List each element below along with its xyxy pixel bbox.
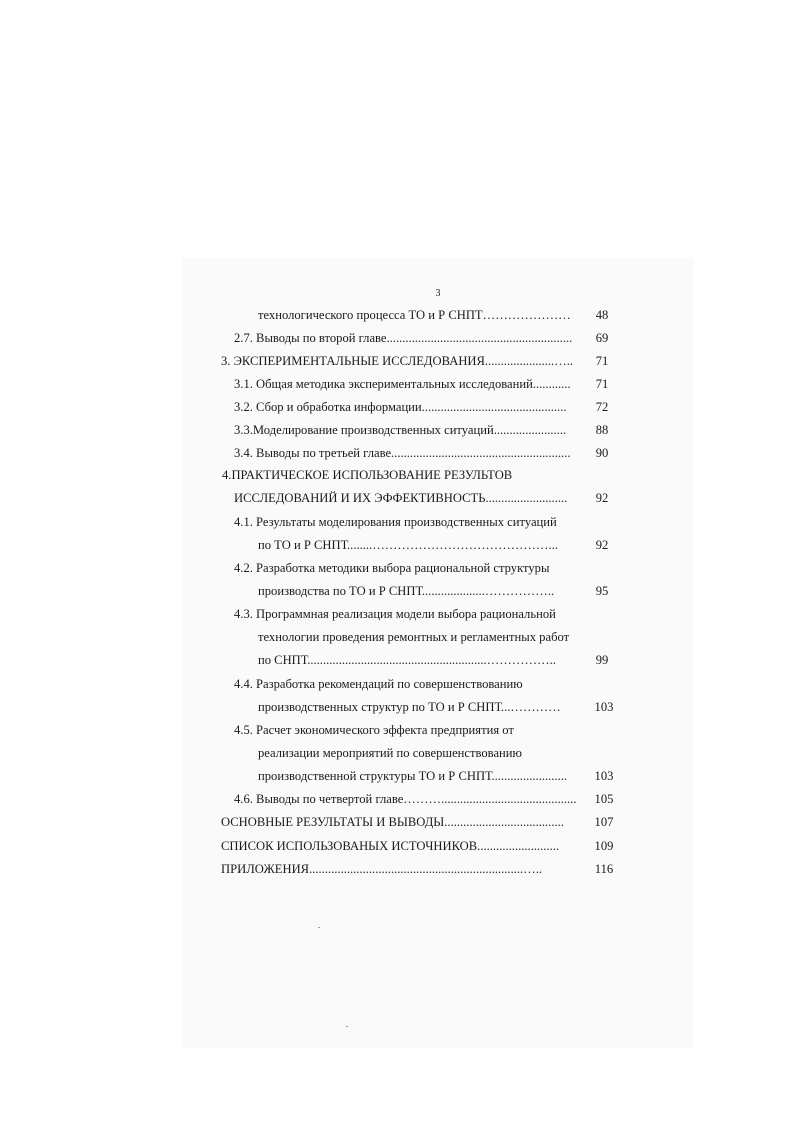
toc-entry: производственной структуры ТО и Р СНПТ........................ (258, 769, 568, 783)
toc-entry: производства по ТО и Р СНПТ....................…………….. (258, 584, 555, 598)
scan-speck (346, 1026, 348, 1027)
toc-entry: 4.4. Разработка рекомендаций по совершенствованию (234, 677, 523, 691)
toc-page-number: 72 (595, 400, 609, 414)
toc-entry: по ТО и Р СНПТ........……………………………………... (258, 538, 558, 552)
toc-entry: 4.3. Программная реализация модели выбора рациональной (234, 607, 556, 621)
toc-entry: 2.7. Выводы по второй главе........................................................... (234, 331, 573, 345)
toc-entry: 3.2. Сбор и обработка информации.............................................. (234, 400, 567, 414)
toc-entry: 4.ПРАКТИЧЕСКОЕ ИСПОЛЬЗОВАНИЕ РЕЗУЛЬТОВ (222, 468, 513, 482)
toc-page-number: 103 (594, 700, 614, 714)
toc-entry: 4.1. Результаты моделирования производственных ситуаций (234, 515, 557, 529)
toc-entry: СПИСОК ИСПОЛЬЗОВАНЫХ ИСТОЧНИКОВ.......................... (221, 839, 560, 853)
toc-page-number: 48 (595, 308, 609, 322)
page-number: 3 (435, 288, 441, 299)
toc-page-number: 116 (594, 862, 614, 876)
toc-entry: ПРИЛОЖЕНИЯ....................................................................….. (221, 862, 543, 876)
toc-entry: 4.5. Расчет экономического эффекта предприятия от (234, 723, 514, 737)
toc-entry: ОСНОВНЫЕ РЕЗУЛЬТАТЫ И ВЫВОДЫ...................................... (221, 815, 564, 829)
toc-page-number: 92 (595, 491, 609, 505)
toc-entry: ИССЛЕДОВАНИЙ И ИХ ЭФФЕКТИВНОСТЬ.......................... (234, 491, 568, 505)
toc-page-number: 92 (595, 538, 609, 552)
toc-entry: 3.4. Выводы по третьей главе......................................................... (234, 446, 571, 460)
toc-entry: по СНПТ.........................................................…………….. (258, 653, 556, 667)
toc-entry: 3.3.Моделирование производственных ситуаций....................... (234, 423, 567, 437)
toc-page-number: 107 (594, 815, 614, 829)
toc-entry: технологического процесса ТО и Р СНПТ………………… (258, 308, 571, 322)
toc-page-number: 109 (594, 839, 614, 853)
toc-page-number: 88 (595, 423, 609, 437)
toc-page-number: 105 (594, 792, 614, 806)
toc-page-number: 103 (594, 769, 614, 783)
toc-page-number: 71 (595, 377, 609, 391)
toc-page-number: 95 (595, 584, 609, 598)
toc-page-number: 71 (595, 354, 609, 368)
toc-entry: 3.1. Общая методика экспериментальных исследований............ (234, 377, 571, 391)
toc-entry: 3. ЭКСПЕРИМЕНТАЛЬНЫЕ ИССЛЕДОВАНИЯ......................….. (221, 354, 574, 368)
toc-entry: 4.2. Разработка методики выбора рациональной структуры (234, 561, 550, 575)
toc-entry: 4.6. Выводы по четвертой главе………........................................... (234, 792, 577, 806)
toc-page-number: 90 (595, 446, 609, 460)
toc-entry: технологии проведения ремонтных и регламентных работ (258, 630, 570, 644)
toc-entry: производственных структур по ТО и Р СНПТ...………… (258, 700, 561, 714)
toc-page-number: 99 (595, 653, 609, 667)
toc-page-number: 69 (595, 331, 609, 345)
toc-entry: реализации мероприятий по совершенствованию (258, 746, 522, 760)
scan-speck (318, 927, 320, 928)
